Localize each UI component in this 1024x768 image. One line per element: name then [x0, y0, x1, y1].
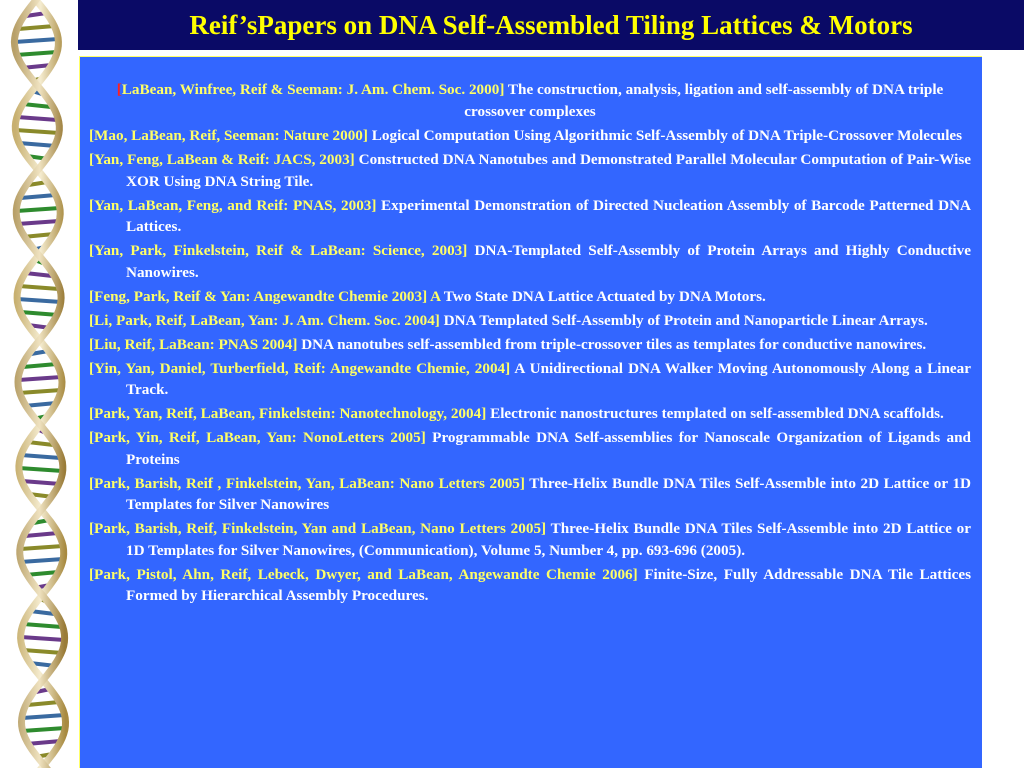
helix-rung — [20, 546, 63, 549]
helix-rung — [23, 104, 51, 107]
helix-rung — [19, 286, 59, 289]
helix-rung — [20, 312, 58, 315]
helix-rung — [23, 364, 57, 367]
reference-title: Two State DNA Lattice Actuated by DNA Motors. — [440, 287, 766, 305]
helix-rung — [25, 273, 52, 276]
helix-rung — [16, 52, 57, 55]
reference-citation: [Park, Pistol, Ahn, Reif, Lebeck, Dwyer, and LaBean, Angewandte Chemie 2006] — [89, 565, 638, 583]
reference-title: The construction, analysis, ligation and self-assembly of DNA triple crossover complexes — [464, 81, 944, 120]
reference-item — [89, 125, 971, 147]
reference-citation: [Park, Barish, Reif, Finkelstein, Yan and LaBean, Nano Letters 2005] — [89, 520, 547, 537]
helix-rung — [17, 117, 58, 120]
page-title: Reif’sPapers on DNA Self-Assembled Tiling Lattices & Motors — [189, 9, 913, 40]
reference-title: Finite-Size, Fully Addressable DNA Tile Lattices Formed by Hierarchical Assembly Procedures. — [126, 565, 971, 604]
reference-title: DNA-Templated Self-Assembly of Protein Arrays and Highly Conductive Nanowires. — [126, 242, 971, 281]
helix-rung — [19, 390, 61, 393]
reference-title: DNA Templated Self-Assembly of Protein and Nanoparticle Linear Arrays. — [439, 311, 928, 329]
reference-title: Three-Helix Bundle DNA Tiles Self-Assemble into 2D Lattice or 1D Templates for Silver Nanowires — [126, 474, 972, 513]
reference-item — [89, 286, 971, 308]
reference-item — [89, 427, 971, 470]
reference-item — [89, 358, 971, 401]
title-bar — [78, 0, 1024, 50]
reference-open-bracket: [ — [116, 81, 122, 98]
reference-citation: [Park, Yan, Reif, LaBean, Finkelstein: Nanotechnology, 2004] — [89, 405, 487, 422]
helix-rung — [18, 26, 54, 29]
reference-title: Constructed DNA Nanotubes and Demonstrated Parallel Molecular Computation of Pair-Wise XOR Using DNA String Tile. — [126, 151, 971, 190]
reference-title: Programmable DNA Self-assemblies for Nanoscale Organization of Ligands and Proteins — [126, 429, 971, 468]
helix-rung — [22, 728, 65, 731]
helix-rung — [22, 715, 64, 718]
reference-item — [89, 564, 971, 607]
reference-citation: [Feng, Park, Reif & Yan: Angewandte Chemie 2003] A — [89, 287, 441, 305]
reference-citation: LaBean, Winfree, Reif & Seeman: J. Am. Chem. Soc. 2000] — [121, 81, 505, 98]
helix-rung — [19, 468, 63, 471]
reference-title: Experimental Demonstration of Directed Nucleation Assembly of Barcode Patterned DNA Lattices. — [126, 196, 971, 235]
helix-rung — [17, 221, 59, 224]
references-panel — [79, 56, 982, 768]
reference-title: Three-Helix Bundle DNA Tiles Self-Assemble into 2D Lattice or 1D Templates for Silver Nanowires, (Communication), Volume 5, Number 4, pp. 693-696 (2005). — [126, 520, 971, 559]
reference-citation: [Yan, Feng, LaBean & Reif: JACS, 2003] — [89, 151, 355, 168]
reference-title: Electronic nanostructures templated on self-assembled DNA scaffolds. — [486, 405, 944, 422]
reference-title: Logical Computation Using Algorithmic Self-Assembly of DNA Triple-Crossover Molecules — [367, 127, 963, 144]
helix-rung — [17, 299, 61, 302]
helix-rung — [21, 455, 60, 458]
helix-rung — [23, 650, 62, 653]
reference-item — [89, 240, 971, 283]
helix-rung — [20, 195, 55, 198]
dna-helix-decoration — [0, 0, 80, 768]
helix-rung — [25, 533, 58, 536]
helix-rung — [27, 702, 59, 705]
reference-title: DNA nanotubes self-assembled from triple-crossover tiles as templates for conductive nanowires. — [297, 335, 927, 353]
reference-citation: [Yan, LaBean, Feng, and Reif: PNAS, 2003] — [89, 196, 377, 214]
reference-citation: [Mao, LaBean, Reif, Seeman: Nature 2000] — [89, 127, 368, 144]
helix-rung — [21, 637, 65, 640]
reference-citation: [Liu, Reif, LaBean: PNAS 2004] — [89, 335, 298, 353]
reference-title: A Unidirectional DNA Walker Moving Autonomously Along a Linear Track. — [126, 359, 971, 398]
reference-citation: [Park, Yin, Reif, LaBean, Yan: NonoLetters 2005] — [89, 429, 426, 446]
reference-item — [89, 149, 971, 192]
helix-rung — [18, 377, 61, 380]
reference-item — [89, 79, 971, 122]
reference-citation: [Yin, Yan, Daniel, Turberfield, Reif: Angewandte Chemie, 2004] — [89, 359, 511, 377]
helix-rung — [19, 143, 56, 146]
reference-item — [89, 473, 971, 516]
reference-item — [89, 518, 971, 561]
reference-item — [89, 403, 971, 425]
helix-rung — [23, 624, 62, 627]
helix-rung — [15, 39, 59, 42]
reference-item — [89, 334, 971, 356]
reference-item — [89, 195, 971, 238]
helix-rung — [15, 130, 59, 133]
reference-citation: [Park, Barish, Reif , Finkelstein, Yan, LaBean: Nano Letters 2005] — [89, 474, 525, 492]
reference-citation: [Yan, Park, Finkelstein, Reif & LaBean: Science, 2003] — [89, 242, 468, 259]
reference-item — [89, 310, 971, 332]
helix-rung — [20, 559, 63, 562]
helix-rung — [16, 208, 59, 211]
reference-citation: [Li, Park, Reif, LaBean, Yan: J. Am. Chem. Soc. 2004] — [89, 311, 440, 329]
helix-rung — [22, 481, 61, 484]
